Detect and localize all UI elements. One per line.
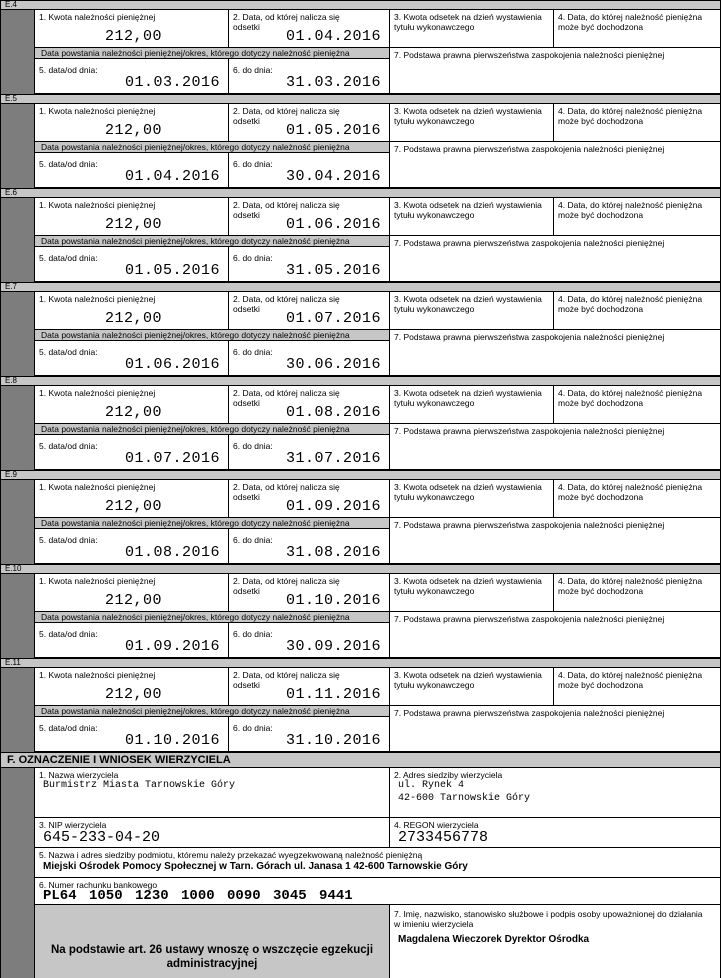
interest-date-label: 2. Data, od której nalicza się odsetki	[233, 576, 340, 596]
due-date-label: 4. Data, do której należność pieniężna może być dochodzona	[558, 670, 703, 690]
claim-block-header	[1, 94, 720, 104]
amount-value: 212,00	[104, 122, 162, 139]
date-to-field[interactable]	[229, 623, 390, 658]
amount-field[interactable]	[35, 574, 229, 612]
date-to-value: 31.08.2016	[285, 544, 381, 561]
amount-value: 212,00	[104, 310, 162, 327]
interest-date-field[interactable]	[229, 480, 390, 518]
legal-basis-field[interactable]	[390, 424, 721, 470]
date-to-field[interactable]	[229, 341, 390, 376]
claim-block	[1, 470, 720, 564]
enforcement-motion: Na podstawie art. 26 ustawy wnoszę o wszczęcie egzekucji administracyjnej	[35, 905, 390, 978]
date-from-label: 5. data/od dnia:	[39, 65, 98, 75]
amount-field[interactable]	[35, 668, 229, 706]
interest-amount-label: 3. Kwota odsetek na dzień wystawienia tytułu wykonawczego	[394, 200, 542, 220]
origin-period-bar: Data powstania należności pieniężnej/okres, którego dotyczy należność pieniężna	[35, 612, 390, 623]
date-to-field[interactable]	[229, 153, 390, 188]
interest-amount-field[interactable]	[390, 668, 554, 706]
legal-basis-field[interactable]	[390, 236, 721, 282]
interest-date-label: 2. Data, od której nalicza się odsetki	[233, 106, 340, 126]
interest-date-value: 01.05.2016	[285, 122, 381, 139]
date-from-field[interactable]	[35, 153, 229, 188]
claim-block-id: E.9	[5, 470, 18, 479]
legal-basis-label: 7. Podstawa prawna pierwszeństwa zaspokojenia należności pieniężnej	[394, 708, 665, 718]
claim-block-strip	[1, 292, 35, 376]
interest-amount-field[interactable]	[390, 574, 554, 612]
interest-amount-label: 3. Kwota odsetek na dzień wystawienia tytułu wykonawczego	[394, 482, 542, 502]
legal-basis-field[interactable]	[390, 706, 721, 752]
claim-block	[1, 94, 720, 188]
signatory-label: 7. Imię, nazwisko, stanowisko służbowe i podpis osoby upoważnionej do działania w imieniu wierzyciela	[394, 909, 703, 929]
interest-date-value: 01.10.2016	[285, 592, 381, 609]
claim-block-id: E.7	[5, 282, 18, 291]
regon-value: 2733456778	[398, 829, 489, 846]
date-to-field[interactable]	[229, 717, 390, 752]
claim-block	[1, 564, 720, 658]
interest-date-value: 01.09.2016	[285, 498, 381, 515]
date-from-label: 5. data/od dnia:	[39, 535, 98, 545]
date-to-value: 31.05.2016	[285, 262, 381, 279]
amount-field[interactable]	[35, 386, 229, 424]
due-date-field[interactable]	[554, 292, 721, 330]
origin-period-bar: Data powstania należności pieniężnej/okres, którego dotyczy należność pieniężna	[35, 424, 390, 435]
creditor-address-label: 2. Adres siedziby wierzyciela	[394, 770, 503, 780]
amount-label: 1. Kwota należności pieniężnej	[39, 294, 156, 304]
date-from-value: 01.05.2016	[124, 262, 220, 279]
interest-amount-label: 3. Kwota odsetek na dzień wystawienia tytułu wykonawczego	[394, 294, 542, 314]
due-date-field[interactable]	[554, 480, 721, 518]
origin-period-bar: Data powstania należności pieniężnej/okres, którego dotyczy należność pieniężna	[35, 48, 390, 59]
date-from-label: 5. data/od dnia:	[39, 347, 98, 357]
interest-amount-label: 3. Kwota odsetek na dzień wystawienia tytułu wykonawczego	[394, 388, 542, 408]
creditor-name-field[interactable]	[35, 768, 390, 818]
amount-value: 212,00	[104, 28, 162, 45]
interest-date-value: 01.07.2016	[285, 310, 381, 327]
date-from-field[interactable]	[35, 341, 229, 376]
date-to-field[interactable]	[229, 247, 390, 282]
date-from-label: 5. data/od dnia:	[39, 159, 98, 169]
amount-value: 212,00	[104, 216, 162, 233]
interest-date-field[interactable]	[229, 574, 390, 612]
date-from-field[interactable]	[35, 623, 229, 658]
interest-date-label: 2. Data, od której nalicza się odsetki	[233, 200, 340, 220]
date-to-value: 31.07.2016	[285, 450, 381, 467]
interest-date-label: 2. Data, od której nalicza się odsetki	[233, 294, 340, 314]
legal-basis-label: 7. Podstawa prawna pierwszeństwa zaspokojenia należności pieniężnej	[394, 50, 665, 60]
amount-field[interactable]	[35, 198, 229, 236]
legal-basis-field[interactable]	[390, 48, 721, 94]
due-date-label: 4. Data, do której należność pieniężna może być dochodzona	[558, 576, 703, 596]
due-date-label: 4. Data, do której należność pieniężna może być dochodzona	[558, 12, 703, 32]
interest-amount-field[interactable]	[390, 292, 554, 330]
origin-period-bar: Data powstania należności pieniężnej/okres, którego dotyczy należność pieniężna	[35, 518, 390, 529]
date-from-value: 01.06.2016	[124, 356, 220, 373]
date-from-field[interactable]	[35, 247, 229, 282]
claim-block	[1, 188, 720, 282]
legal-basis-field[interactable]	[390, 330, 721, 376]
interest-date-label: 2. Data, od której nalicza się odsetki	[233, 12, 340, 32]
amount-value: 212,00	[104, 592, 162, 609]
interest-amount-field[interactable]	[390, 480, 554, 518]
amount-label: 1. Kwota należności pieniężnej	[39, 200, 156, 210]
date-to-label: 6. do dnia:	[233, 629, 273, 639]
claim-block-header	[1, 658, 720, 668]
claim-block-strip	[1, 10, 35, 94]
due-date-label: 4. Data, do której należność pieniężna może być dochodzona	[558, 200, 703, 220]
claim-block-header	[1, 376, 720, 386]
origin-period-bar: Data powstania należności pieniężnej/okres, którego dotyczy należność pieniężna	[35, 706, 390, 717]
interest-date-field[interactable]	[229, 198, 390, 236]
amount-label: 1. Kwota należności pieniężnej	[39, 12, 156, 22]
amount-field[interactable]	[35, 10, 229, 48]
interest-date-value: 01.04.2016	[285, 28, 381, 45]
signatory-value: Magdalena Wieczorek Dyrektor Ośrodka	[398, 934, 590, 945]
amount-value: 212,00	[104, 686, 162, 703]
date-from-value: 01.04.2016	[124, 168, 220, 185]
claim-block-header	[1, 188, 720, 198]
date-to-value: 31.03.2016	[285, 74, 381, 91]
amount-label: 1. Kwota należności pieniężnej	[39, 106, 156, 116]
date-to-label: 6. do dnia:	[233, 253, 273, 263]
amount-field[interactable]	[35, 292, 229, 330]
nip-field[interactable]	[35, 818, 390, 848]
claim-block-strip	[1, 198, 35, 282]
date-to-value: 30.06.2016	[285, 356, 381, 373]
interest-date-label: 2. Data, od której nalicza się odsetki	[233, 482, 340, 502]
claim-block-header	[1, 0, 720, 10]
nip-label: 3. NIP wierzyciela	[39, 820, 107, 830]
amount-label: 1. Kwota należności pieniężnej	[39, 388, 156, 398]
due-date-label: 4. Data, do której należność pieniężna może być dochodzona	[558, 294, 703, 314]
due-date-field[interactable]	[554, 668, 721, 706]
amount-label: 1. Kwota należności pieniężnej	[39, 670, 156, 680]
section-f-title: F. OZNACZENIE I WNIOSEK WIERZYCIELA	[1, 752, 720, 768]
claim-block-strip	[1, 480, 35, 564]
date-from-value: 01.10.2016	[124, 732, 220, 749]
interest-date-label: 2. Data, od której nalicza się odsetki	[233, 388, 340, 408]
legal-basis-field[interactable]	[390, 142, 721, 188]
amount-value: 212,00	[104, 498, 162, 515]
interest-amount-field[interactable]	[390, 104, 554, 142]
date-to-label: 6. do dnia:	[233, 159, 273, 169]
date-from-value: 01.03.2016	[124, 74, 220, 91]
interest-date-field[interactable]	[229, 668, 390, 706]
interest-amount-label: 3. Kwota odsetek na dzień wystawienia tytułu wykonawczego	[394, 12, 542, 32]
recipient-entity-field[interactable]	[35, 848, 721, 878]
interest-date-field[interactable]	[229, 386, 390, 424]
recipient-entity-value: Miejski Ośrodek Pomocy Społecznej w Tarn. Górach ul. Janasa 1 42-600 Tarnowskie Góry	[43, 861, 468, 872]
claim-block-strip	[1, 574, 35, 658]
bank-account-label: 6. Numer rachunku bankowego	[39, 880, 158, 890]
date-from-label: 5. data/od dnia:	[39, 253, 98, 263]
interest-date-label: 2. Data, od której nalicza się odsetki	[233, 670, 340, 690]
due-date-field[interactable]	[554, 198, 721, 236]
claim-block-id: E.8	[5, 376, 18, 385]
bank-account-field[interactable]	[35, 878, 721, 905]
due-date-field[interactable]	[554, 386, 721, 424]
interest-date-value: 01.06.2016	[285, 216, 381, 233]
date-to-value: 30.09.2016	[285, 638, 381, 655]
regon-label: 4. REGON wierzyciela	[394, 820, 479, 830]
due-date-label: 4. Data, do której należność pieniężna może być dochodzona	[558, 106, 703, 126]
claim-block	[1, 376, 720, 470]
date-to-value: 30.04.2016	[285, 168, 381, 185]
creditor-name-label: 1. Nazwa wierzyciela	[39, 770, 119, 780]
nip-value: 645-233-04-20	[43, 829, 161, 846]
date-to-label: 6. do dnia:	[233, 65, 273, 75]
section-f	[1, 752, 720, 978]
date-to-field[interactable]	[229, 529, 390, 564]
claim-block-strip	[1, 668, 35, 752]
signatory-field[interactable]	[390, 905, 721, 978]
date-to-label: 6. do dnia:	[233, 723, 273, 733]
amount-value: 212,00	[104, 404, 162, 421]
date-to-label: 6. do dnia:	[233, 347, 273, 357]
interest-amount-field[interactable]	[390, 198, 554, 236]
legal-basis-label: 7. Podstawa prawna pierwszeństwa zaspokojenia należności pieniężnej	[394, 614, 665, 624]
claim-block-id: E.11	[5, 658, 21, 667]
legal-basis-label: 7. Podstawa prawna pierwszeństwa zaspokojenia należności pieniężnej	[394, 332, 665, 342]
interest-date-field[interactable]	[229, 292, 390, 330]
claim-block-id: E.6	[5, 188, 18, 197]
interest-amount-label: 3. Kwota odsetek na dzień wystawienia tytułu wykonawczego	[394, 106, 542, 126]
regon-field[interactable]	[390, 818, 721, 848]
legal-basis-label: 7. Podstawa prawna pierwszeństwa zaspokojenia należności pieniężnej	[394, 520, 665, 530]
interest-amount-label: 3. Kwota odsetek na dzień wystawienia tytułu wykonawczego	[394, 576, 542, 596]
bank-account-value: PL64 1050 1230 1000 0090 3045 9441	[43, 888, 353, 904]
legal-basis-label: 7. Podstawa prawna pierwszeństwa zaspokojenia należności pieniężnej	[394, 426, 665, 436]
date-from-value: 01.08.2016	[124, 544, 220, 561]
date-from-field[interactable]	[35, 529, 229, 564]
origin-period-bar: Data powstania należności pieniężnej/okres, którego dotyczy należność pieniężna	[35, 236, 390, 247]
legal-basis-label: 7. Podstawa prawna pierwszeństwa zaspokojenia należności pieniężnej	[394, 144, 665, 154]
claim-block-id: E.10	[5, 564, 22, 573]
origin-period-bar: Data powstania należności pieniężnej/okres, którego dotyczy należność pieniężna	[35, 142, 390, 153]
date-from-field[interactable]	[35, 59, 229, 94]
claim-block-strip	[1, 386, 35, 470]
interest-date-field[interactable]	[229, 10, 390, 48]
date-to-field[interactable]	[229, 435, 390, 470]
legal-basis-field[interactable]	[390, 518, 721, 564]
interest-amount-field[interactable]	[390, 386, 554, 424]
date-from-value: 01.07.2016	[124, 450, 220, 467]
interest-amount-field[interactable]	[390, 10, 554, 48]
legal-basis-field[interactable]	[390, 612, 721, 658]
creditor-address-line2: 42-600 Tarnowskie Góry	[398, 793, 531, 804]
amount-field[interactable]	[35, 480, 229, 518]
claim-block-id: E.4	[5, 0, 18, 9]
claim-block-id: E.5	[5, 94, 18, 103]
origin-period-bar: Data powstania należności pieniężnej/okres, którego dotyczy należność pieniężna	[35, 330, 390, 341]
due-date-field[interactable]	[554, 10, 721, 48]
interest-date-value: 01.08.2016	[285, 404, 381, 421]
amount-label: 1. Kwota należności pieniężnej	[39, 482, 156, 492]
due-date-field[interactable]	[554, 574, 721, 612]
amount-label: 1. Kwota należności pieniężnej	[39, 576, 156, 586]
due-date-field[interactable]	[554, 104, 721, 142]
interest-date-field[interactable]	[229, 104, 390, 142]
claim-block	[1, 0, 720, 94]
recipient-entity-label: 5. Nazwa i adres siedziby podmiotu, któremu należy przekazać wyegzekwowaną należność pieniężną	[39, 850, 423, 860]
date-from-label: 5. data/od dnia:	[39, 629, 98, 639]
due-date-label: 4. Data, do której należność pieniężna może być dochodzona	[558, 388, 703, 408]
date-from-label: 5. data/od dnia:	[39, 441, 98, 451]
claim-block	[1, 282, 720, 376]
legal-basis-label: 7. Podstawa prawna pierwszeństwa zaspokojenia należności pieniężnej	[394, 238, 665, 248]
claim-block-header	[1, 282, 720, 292]
claim-block-header	[1, 470, 720, 480]
date-from-value: 01.09.2016	[124, 638, 220, 655]
date-from-field[interactable]	[35, 717, 229, 752]
date-to-label: 6. do dnia:	[233, 441, 273, 451]
date-to-value: 31.10.2016	[285, 732, 381, 749]
amount-field[interactable]	[35, 104, 229, 142]
date-from-field[interactable]	[35, 435, 229, 470]
creditor-address-field[interactable]	[390, 768, 721, 818]
interest-amount-label: 3. Kwota odsetek na dzień wystawienia tytułu wykonawczego	[394, 670, 542, 690]
interest-date-value: 01.11.2016	[285, 686, 381, 703]
due-date-label: 4. Data, do której należność pieniężna może być dochodzona	[558, 482, 703, 502]
creditor-name-value: Burmistrz Miasta Tarnowskie Góry	[43, 780, 236, 791]
claim-block-strip	[1, 104, 35, 188]
claim-block	[1, 658, 720, 752]
date-to-field[interactable]	[229, 59, 390, 94]
claims-section-e	[1, 0, 720, 752]
section-f-strip	[1, 768, 35, 978]
claim-block-header	[1, 564, 720, 574]
date-to-label: 6. do dnia:	[233, 535, 273, 545]
creditor-address-line1: ul. Rynek 4	[398, 780, 465, 791]
date-from-label: 5. data/od dnia:	[39, 723, 98, 733]
